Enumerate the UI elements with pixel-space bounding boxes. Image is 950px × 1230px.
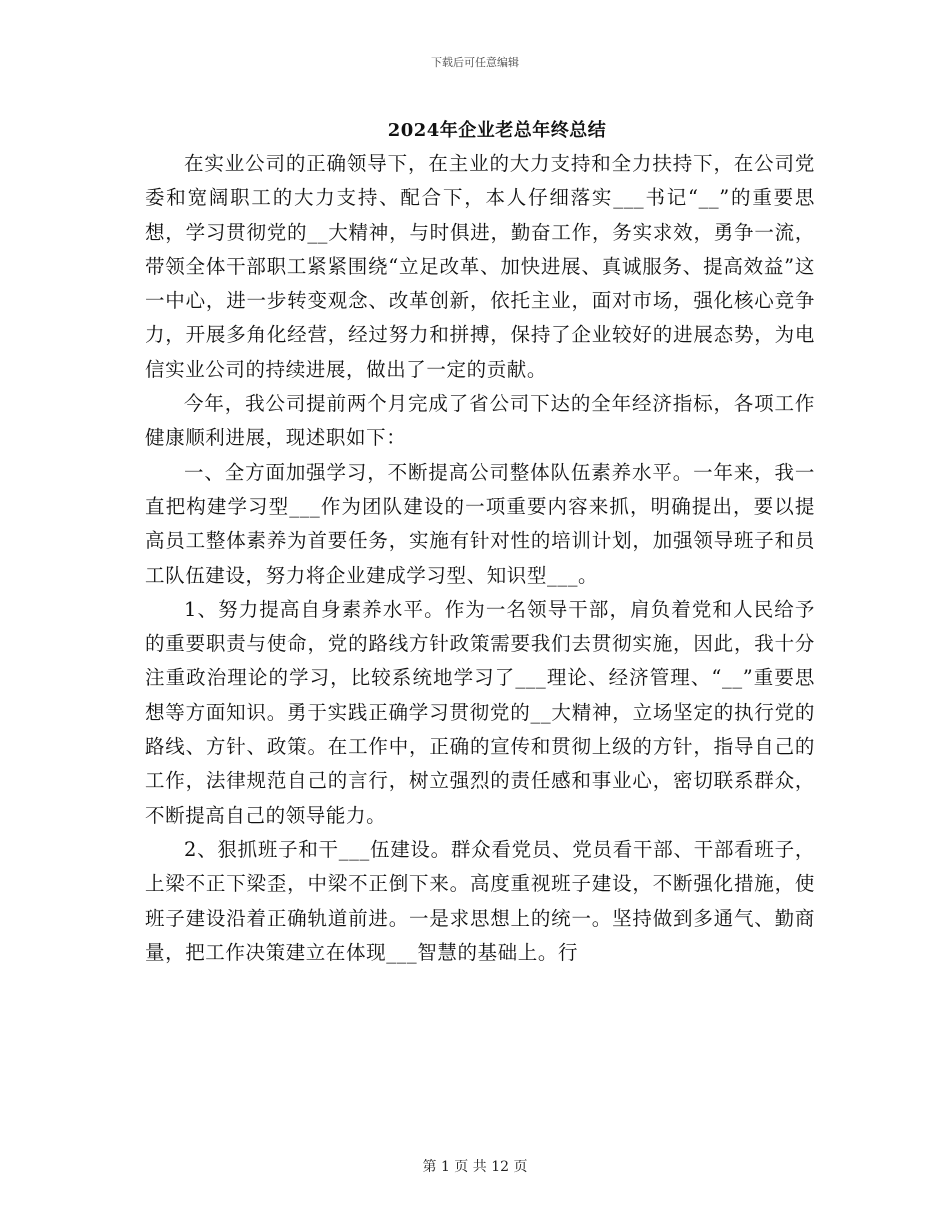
document-title: 2024年企业老总年终总结: [387, 120, 607, 141]
page-number: 第 1 页 共 12 页: [422, 1159, 528, 1175]
paragraph-item-two: 2、狠抓班子和干___伍建设。群众看党员、党员看干部、干部看班子，上梁不正下梁歪，中梁不正倒下来。高度重视班子建设，不断强化措施，使班子建设沿着正确轨道前进。一是求思想上的统一。坚持做到多通气、勤商量，把工作决策建立在体现___智慧的基础上。行: [145, 837, 815, 964]
header-note: 下载后可任意编辑: [431, 56, 519, 69]
paragraph-summary: 今年，我公司提前两个月完成了省公司下达的全年经济指标，各项工作健康顺利进展，现述职如下：: [145, 392, 815, 450]
document-body: [145, 147, 815, 970]
paragraph-intro: 在实业公司的正确领导下，在主业的大力支持和全力扶持下，在公司党委和宽阔职工的大力支持、配合下，本人仔细落实___书记“__”的重要思想，学习贯彻党的__大精神，与时俱进，勤奋工作，务实求效，勇争一流，带领全体干部职工紧紧围绕“立足改革、加快进展、真诚服务、提高效益”这一中心，进一步转变观念、改革创新，依托主业，面对市场，强化核心竞争力，开展多角化经营，经过努力和拼搏，保持了企业较好的进展态势，为电信实业公司的持续进展，做出了一定的贡献。: [145, 152, 815, 381]
paragraph-section-one: 一、全方面加强学习，不断提高公司整体队伍素养水平。一年来，我一直把构建学习型___作为团队建设的一项重要内容来抓，明确提出，要以提高员工整体素养为首要任务，实施有针对性的培训计划，加强领导班子和员工队伍建设，努力将企业建成学习型、知识型___。: [145, 460, 815, 587]
paragraph-item-one: 1、努力提高自身素养水平。作为一名领导干部，肩负着党和人民给予的重要职责与使命，党的路线方针政策需要我们去贯彻实施，因此，我十分注重政治理论的学习，比较系统地学习了___理论、经济管理、“__”重要思想等方面知识。勇于实践正确学习贯彻党的__大精神，立场坚定的执行党的路线、方针、政策。在工作中，正确的宣传和贯彻上级的方针，指导自己的工作，法律规范自己的言行，树立强烈的责任感和事业心，密切联系群众，不断提高自己的领导能力。: [145, 597, 815, 827]
